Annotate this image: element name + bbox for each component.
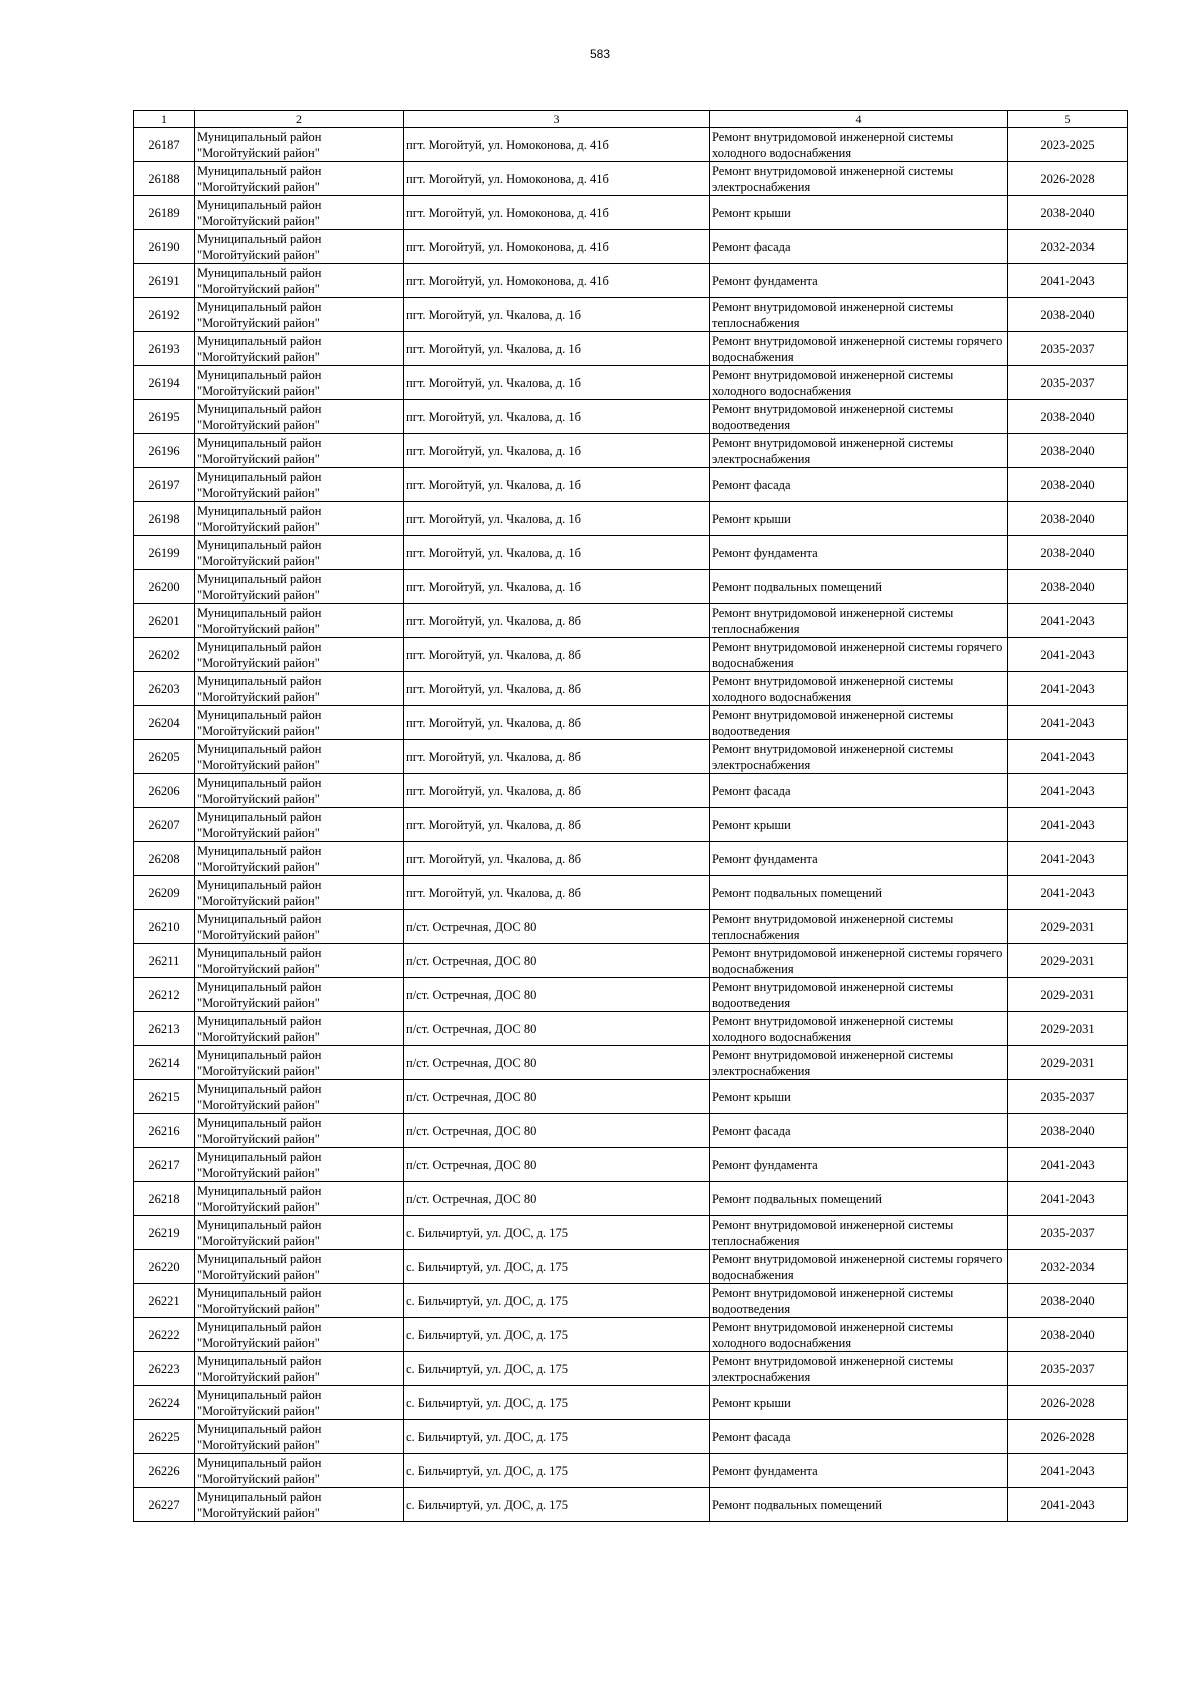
district-cell: Муниципальный район "Могойтуйский район": [195, 196, 404, 230]
address-cell: с. Бильчиртуй, ул. ДОС, д. 175: [404, 1454, 710, 1488]
work-type-cell: Ремонт крыши: [710, 196, 1008, 230]
work-type-cell: Ремонт фундамента: [710, 1148, 1008, 1182]
work-type-cell: Ремонт внутридомовой инженерной системы водоотведения: [710, 1284, 1008, 1318]
table-body: [134, 128, 1128, 1522]
table-row: [134, 434, 1128, 468]
district-cell: Муниципальный район "Могойтуйский район": [195, 740, 404, 774]
table-row: [134, 740, 1128, 774]
table-row: [134, 1318, 1128, 1352]
district-cell: Муниципальный район "Могойтуйский район": [195, 910, 404, 944]
row-number-cell: 26207: [134, 808, 195, 842]
address-cell: пгт. Могойтуй, ул. Чкалова, д. 8б: [404, 706, 710, 740]
table-row: [134, 1182, 1128, 1216]
district-cell: Муниципальный район "Могойтуйский район": [195, 502, 404, 536]
period-cell: 2041-2043: [1008, 808, 1128, 842]
work-type-cell: Ремонт внутридомовой инженерной системы теплоснабжения: [710, 604, 1008, 638]
address-cell: пгт. Могойтуй, ул. Чкалова, д. 1б: [404, 400, 710, 434]
period-cell: 2041-2043: [1008, 1488, 1128, 1522]
address-cell: п/ст. Остречная, ДОС 80: [404, 978, 710, 1012]
table-row: [134, 1046, 1128, 1080]
row-number-cell: 26194: [134, 366, 195, 400]
table-row: [134, 672, 1128, 706]
district-cell: Муниципальный район "Могойтуйский район": [195, 1250, 404, 1284]
table-row: [134, 774, 1128, 808]
table-row: [134, 910, 1128, 944]
district-cell: Муниципальный район "Могойтуйский район": [195, 1216, 404, 1250]
period-cell: 2023-2025: [1008, 128, 1128, 162]
address-cell: с. Бильчиртуй, ул. ДОС, д. 175: [404, 1216, 710, 1250]
table-row: [134, 1454, 1128, 1488]
district-cell: Муниципальный район "Могойтуйский район": [195, 230, 404, 264]
address-cell: пгт. Могойтуй, ул. Чкалова, д. 1б: [404, 332, 710, 366]
row-number-cell: 26218: [134, 1182, 195, 1216]
work-type-cell: Ремонт внутридомовой инженерной системы холодного водоснабжения: [710, 128, 1008, 162]
address-cell: пгт. Могойтуй, ул. Номоконова, д. 41б: [404, 264, 710, 298]
table-row: [134, 264, 1128, 298]
work-type-cell: Ремонт фасада: [710, 230, 1008, 264]
period-cell: 2029-2031: [1008, 1046, 1128, 1080]
district-cell: Муниципальный район "Могойтуйский район": [195, 1080, 404, 1114]
row-number-cell: 26219: [134, 1216, 195, 1250]
district-cell: Муниципальный район "Могойтуйский район": [195, 876, 404, 910]
table-row: [134, 1148, 1128, 1182]
district-cell: Муниципальный район "Могойтуйский район": [195, 1148, 404, 1182]
address-cell: пгт. Могойтуй, ул. Чкалова, д. 8б: [404, 672, 710, 706]
row-number-cell: 26191: [134, 264, 195, 298]
address-cell: пгт. Могойтуй, ул. Чкалова, д. 8б: [404, 876, 710, 910]
work-type-cell: Ремонт внутридомовой инженерной системы холодного водоснабжения: [710, 1012, 1008, 1046]
district-cell: Муниципальный район "Могойтуйский район": [195, 400, 404, 434]
address-cell: пгт. Могойтуй, ул. Номоконова, д. 41б: [404, 162, 710, 196]
table-row: [134, 162, 1128, 196]
work-type-cell: Ремонт внутридомовой инженерной системы холодного водоснабжения: [710, 672, 1008, 706]
work-type-cell: Ремонт внутридомовой инженерной системы горячего водоснабжения: [710, 638, 1008, 672]
address-cell: п/ст. Остречная, ДОС 80: [404, 944, 710, 978]
work-type-cell: Ремонт внутридомовой инженерной системы водоотведения: [710, 706, 1008, 740]
row-number-cell: 26212: [134, 978, 195, 1012]
period-cell: 2035-2037: [1008, 1216, 1128, 1250]
district-cell: Муниципальный район "Могойтуйский район": [195, 978, 404, 1012]
address-cell: с. Бильчиртуй, ул. ДОС, д. 175: [404, 1488, 710, 1522]
district-cell: Муниципальный район "Могойтуйский район": [195, 1352, 404, 1386]
table-row: [134, 128, 1128, 162]
period-cell: 2035-2037: [1008, 332, 1128, 366]
work-type-cell: Ремонт фундамента: [710, 842, 1008, 876]
table-row: [134, 842, 1128, 876]
district-cell: Муниципальный район "Могойтуйский район": [195, 1046, 404, 1080]
table-row: [134, 1284, 1128, 1318]
district-cell: Муниципальный район "Могойтуйский район": [195, 1420, 404, 1454]
period-cell: 2038-2040: [1008, 1318, 1128, 1352]
row-number-cell: 26189: [134, 196, 195, 230]
row-number-cell: 26226: [134, 1454, 195, 1488]
address-cell: с. Бильчиртуй, ул. ДОС, д. 175: [404, 1250, 710, 1284]
district-cell: Муниципальный район "Могойтуйский район": [195, 332, 404, 366]
district-cell: Муниципальный район "Могойтуйский район": [195, 1386, 404, 1420]
work-type-cell: Ремонт подвальных помещений: [710, 876, 1008, 910]
period-cell: 2035-2037: [1008, 366, 1128, 400]
work-type-cell: Ремонт крыши: [710, 808, 1008, 842]
address-cell: п/ст. Остречная, ДОС 80: [404, 1114, 710, 1148]
address-cell: пгт. Могойтуй, ул. Номоконова, д. 41б: [404, 230, 710, 264]
row-number-cell: 26224: [134, 1386, 195, 1420]
work-type-cell: Ремонт крыши: [710, 1386, 1008, 1420]
district-cell: Муниципальный район "Могойтуйский район": [195, 1114, 404, 1148]
district-cell: Муниципальный район "Могойтуйский район": [195, 672, 404, 706]
district-cell: Муниципальный район "Могойтуйский район": [195, 944, 404, 978]
district-cell: Муниципальный район "Могойтуйский район": [195, 366, 404, 400]
address-cell: с. Бильчиртуй, ул. ДОС, д. 175: [404, 1352, 710, 1386]
table-row: [134, 1488, 1128, 1522]
work-type-cell: Ремонт фундамента: [710, 1454, 1008, 1488]
work-type-cell: Ремонт внутридомовой инженерной системы горячего водоснабжения: [710, 944, 1008, 978]
period-cell: 2026-2028: [1008, 162, 1128, 196]
address-cell: пгт. Могойтуй, ул. Номоконова, д. 41б: [404, 128, 710, 162]
row-number-cell: 26211: [134, 944, 195, 978]
address-cell: п/ст. Остречная, ДОС 80: [404, 1182, 710, 1216]
row-number-cell: 26187: [134, 128, 195, 162]
row-number-cell: 26208: [134, 842, 195, 876]
table-row: [134, 1352, 1128, 1386]
column-header: 2: [195, 111, 404, 128]
period-cell: 2038-2040: [1008, 502, 1128, 536]
table-row: [134, 638, 1128, 672]
column-header: 5: [1008, 111, 1128, 128]
period-cell: 2029-2031: [1008, 944, 1128, 978]
address-cell: пгт. Могойтуй, ул. Чкалова, д. 1б: [404, 298, 710, 332]
work-type-cell: Ремонт внутридомовой инженерной системы электроснабжения: [710, 1046, 1008, 1080]
table-row: [134, 298, 1128, 332]
row-number-cell: 26205: [134, 740, 195, 774]
district-cell: Муниципальный район "Могойтуйский район": [195, 298, 404, 332]
row-number-cell: 26221: [134, 1284, 195, 1318]
period-cell: 2038-2040: [1008, 570, 1128, 604]
row-number-cell: 26197: [134, 468, 195, 502]
address-cell: пгт. Могойтуй, ул. Чкалова, д. 1б: [404, 468, 710, 502]
work-type-cell: Ремонт внутридомовой инженерной системы электроснабжения: [710, 434, 1008, 468]
work-type-cell: Ремонт фасада: [710, 468, 1008, 502]
work-type-cell: Ремонт крыши: [710, 502, 1008, 536]
district-cell: Муниципальный район "Могойтуйский район": [195, 468, 404, 502]
address-cell: пгт. Могойтуй, ул. Чкалова, д. 8б: [404, 842, 710, 876]
district-cell: Муниципальный район "Могойтуйский район": [195, 1182, 404, 1216]
row-number-cell: 26216: [134, 1114, 195, 1148]
table-row: [134, 1012, 1128, 1046]
row-number-cell: 26213: [134, 1012, 195, 1046]
row-number-cell: 26196: [134, 434, 195, 468]
work-type-cell: Ремонт внутридомовой инженерной системы электроснабжения: [710, 1352, 1008, 1386]
row-number-cell: 26201: [134, 604, 195, 638]
row-number-cell: 26203: [134, 672, 195, 706]
table-row: [134, 978, 1128, 1012]
period-cell: 2026-2028: [1008, 1386, 1128, 1420]
district-cell: Муниципальный район "Могойтуйский район": [195, 638, 404, 672]
period-cell: 2041-2043: [1008, 672, 1128, 706]
address-cell: пгт. Могойтуй, ул. Чкалова, д. 8б: [404, 638, 710, 672]
table-row: [134, 1420, 1128, 1454]
period-cell: 2038-2040: [1008, 1114, 1128, 1148]
period-cell: 2032-2034: [1008, 1250, 1128, 1284]
table-row: [134, 1114, 1128, 1148]
row-number-cell: 26210: [134, 910, 195, 944]
work-type-cell: Ремонт внутридомовой инженерной системы холодного водоснабжения: [710, 366, 1008, 400]
row-number-cell: 26227: [134, 1488, 195, 1522]
table-row: [134, 536, 1128, 570]
row-number-cell: 26209: [134, 876, 195, 910]
period-cell: 2041-2043: [1008, 638, 1128, 672]
period-cell: 2038-2040: [1008, 298, 1128, 332]
work-type-cell: Ремонт внутридомовой инженерной системы холодного водоснабжения: [710, 1318, 1008, 1352]
table-row: [134, 808, 1128, 842]
address-cell: пгт. Могойтуй, ул. Чкалова, д. 1б: [404, 434, 710, 468]
period-cell: 2032-2034: [1008, 230, 1128, 264]
address-cell: с. Бильчиртуй, ул. ДОС, д. 175: [404, 1420, 710, 1454]
period-cell: 2041-2043: [1008, 774, 1128, 808]
row-number-cell: 26223: [134, 1352, 195, 1386]
row-number-cell: 26220: [134, 1250, 195, 1284]
table-row: [134, 1216, 1128, 1250]
period-cell: 2035-2037: [1008, 1080, 1128, 1114]
address-cell: пгт. Могойтуй, ул. Чкалова, д. 8б: [404, 604, 710, 638]
row-number-cell: 26204: [134, 706, 195, 740]
row-number-cell: 26192: [134, 298, 195, 332]
table-row: [134, 332, 1128, 366]
district-cell: Муниципальный район "Могойтуйский район": [195, 604, 404, 638]
district-cell: Муниципальный район "Могойтуйский район": [195, 264, 404, 298]
row-number-cell: 26225: [134, 1420, 195, 1454]
district-cell: Муниципальный район "Могойтуйский район": [195, 706, 404, 740]
table-row: [134, 230, 1128, 264]
address-cell: пгт. Могойтуй, ул. Чкалова, д. 1б: [404, 536, 710, 570]
district-cell: Муниципальный район "Могойтуйский район": [195, 1284, 404, 1318]
row-number-cell: 26214: [134, 1046, 195, 1080]
district-cell: Муниципальный район "Могойтуйский район": [195, 842, 404, 876]
address-cell: п/ст. Остречная, ДОС 80: [404, 1046, 710, 1080]
table-row: [134, 196, 1128, 230]
table-row: [134, 706, 1128, 740]
address-cell: п/ст. Остречная, ДОС 80: [404, 1148, 710, 1182]
table-row: [134, 468, 1128, 502]
period-cell: 2041-2043: [1008, 1454, 1128, 1488]
address-cell: пгт. Могойтуй, ул. Чкалова, д. 1б: [404, 502, 710, 536]
district-cell: Муниципальный район "Могойтуйский район": [195, 1318, 404, 1352]
work-type-cell: Ремонт внутридомовой инженерной системы теплоснабжения: [710, 298, 1008, 332]
period-cell: 2041-2043: [1008, 842, 1128, 876]
work-type-cell: Ремонт подвальных помещений: [710, 570, 1008, 604]
row-number-cell: 26199: [134, 536, 195, 570]
row-number-cell: 26193: [134, 332, 195, 366]
row-number-cell: 26195: [134, 400, 195, 434]
period-cell: 2038-2040: [1008, 400, 1128, 434]
district-cell: Муниципальный район "Могойтуйский район": [195, 1454, 404, 1488]
repair-schedule-table: [133, 110, 1128, 1522]
work-type-cell: Ремонт внутридомовой инженерной системы теплоснабжения: [710, 1216, 1008, 1250]
address-cell: пгт. Могойтуй, ул. Чкалова, д. 8б: [404, 774, 710, 808]
address-cell: п/ст. Остречная, ДОС 80: [404, 1080, 710, 1114]
work-type-cell: Ремонт внутридомовой инженерной системы электроснабжения: [710, 740, 1008, 774]
address-cell: с. Бильчиртуй, ул. ДОС, д. 175: [404, 1284, 710, 1318]
period-cell: 2038-2040: [1008, 1284, 1128, 1318]
table-row: [134, 570, 1128, 604]
address-cell: п/ст. Остречная, ДОС 80: [404, 1012, 710, 1046]
period-cell: 2038-2040: [1008, 468, 1128, 502]
work-type-cell: Ремонт внутридомовой инженерной системы горячего водоснабжения: [710, 332, 1008, 366]
work-type-cell: Ремонт подвальных помещений: [710, 1488, 1008, 1522]
period-cell: 2035-2037: [1008, 1352, 1128, 1386]
table-row: [134, 1080, 1128, 1114]
row-number-cell: 26202: [134, 638, 195, 672]
district-cell: Муниципальный район "Могойтуйский район": [195, 570, 404, 604]
work-type-cell: Ремонт внутридомовой инженерной системы теплоснабжения: [710, 910, 1008, 944]
address-cell: пгт. Могойтуй, ул. Чкалова, д. 8б: [404, 808, 710, 842]
period-cell: 2041-2043: [1008, 604, 1128, 638]
column-header: 4: [710, 111, 1008, 128]
address-cell: п/ст. Остречная, ДОС 80: [404, 910, 710, 944]
work-type-cell: Ремонт фасада: [710, 1114, 1008, 1148]
row-number-cell: 26198: [134, 502, 195, 536]
row-number-cell: 26217: [134, 1148, 195, 1182]
period-cell: 2026-2028: [1008, 1420, 1128, 1454]
table-row: [134, 400, 1128, 434]
table-row: [134, 502, 1128, 536]
period-cell: 2038-2040: [1008, 434, 1128, 468]
work-type-cell: Ремонт внутридомовой инженерной системы водоотведения: [710, 400, 1008, 434]
district-cell: Муниципальный район "Могойтуйский район": [195, 1012, 404, 1046]
address-cell: пгт. Могойтуй, ул. Чкалова, д. 8б: [404, 740, 710, 774]
work-type-cell: Ремонт фундамента: [710, 264, 1008, 298]
work-type-cell: Ремонт крыши: [710, 1080, 1008, 1114]
address-cell: с. Бильчиртуй, ул. ДОС, д. 175: [404, 1386, 710, 1420]
period-cell: 2041-2043: [1008, 1182, 1128, 1216]
work-type-cell: Ремонт фундамента: [710, 536, 1008, 570]
work-type-cell: Ремонт внутридомовой инженерной системы горячего водоснабжения: [710, 1250, 1008, 1284]
row-number-cell: 26222: [134, 1318, 195, 1352]
row-number-cell: 26206: [134, 774, 195, 808]
district-cell: Муниципальный район "Могойтуйский район": [195, 808, 404, 842]
table-row: [134, 876, 1128, 910]
period-cell: 2038-2040: [1008, 536, 1128, 570]
work-type-cell: Ремонт внутридомовой инженерной системы водоотведения: [710, 978, 1008, 1012]
district-cell: Муниципальный район "Могойтуйский район": [195, 162, 404, 196]
column-header: 1: [134, 111, 195, 128]
row-number-cell: 26190: [134, 230, 195, 264]
period-cell: 2041-2043: [1008, 876, 1128, 910]
table-row: [134, 604, 1128, 638]
period-cell: 2041-2043: [1008, 1148, 1128, 1182]
header-row: [134, 111, 1128, 128]
district-cell: Муниципальный район "Могойтуйский район": [195, 434, 404, 468]
work-type-cell: Ремонт подвальных помещений: [710, 1182, 1008, 1216]
period-cell: 2041-2043: [1008, 706, 1128, 740]
district-cell: Муниципальный район "Могойтуйский район": [195, 1488, 404, 1522]
district-cell: Муниципальный район "Могойтуйский район": [195, 774, 404, 808]
period-cell: 2029-2031: [1008, 978, 1128, 1012]
work-type-cell: Ремонт внутридомовой инженерной системы электроснабжения: [710, 162, 1008, 196]
period-cell: 2041-2043: [1008, 740, 1128, 774]
district-cell: Муниципальный район "Могойтуйский район": [195, 536, 404, 570]
table-row: [134, 1250, 1128, 1284]
page-number: 583: [589, 47, 611, 61]
address-cell: с. Бильчиртуй, ул. ДОС, д. 175: [404, 1318, 710, 1352]
period-cell: 2029-2031: [1008, 910, 1128, 944]
table-row: [134, 366, 1128, 400]
address-cell: пгт. Могойтуй, ул. Номоконова, д. 41б: [404, 196, 710, 230]
table-row: [134, 1386, 1128, 1420]
work-type-cell: Ремонт фасада: [710, 774, 1008, 808]
period-cell: 2029-2031: [1008, 1012, 1128, 1046]
district-cell: Муниципальный район "Могойтуйский район": [195, 128, 404, 162]
work-type-cell: Ремонт фасада: [710, 1420, 1008, 1454]
period-cell: 2038-2040: [1008, 196, 1128, 230]
table-row: [134, 944, 1128, 978]
column-header: 3: [404, 111, 710, 128]
address-cell: пгт. Могойтуй, ул. Чкалова, д. 1б: [404, 570, 710, 604]
row-number-cell: 26188: [134, 162, 195, 196]
row-number-cell: 26215: [134, 1080, 195, 1114]
address-cell: пгт. Могойтуй, ул. Чкалова, д. 1б: [404, 366, 710, 400]
period-cell: 2041-2043: [1008, 264, 1128, 298]
row-number-cell: 26200: [134, 570, 195, 604]
